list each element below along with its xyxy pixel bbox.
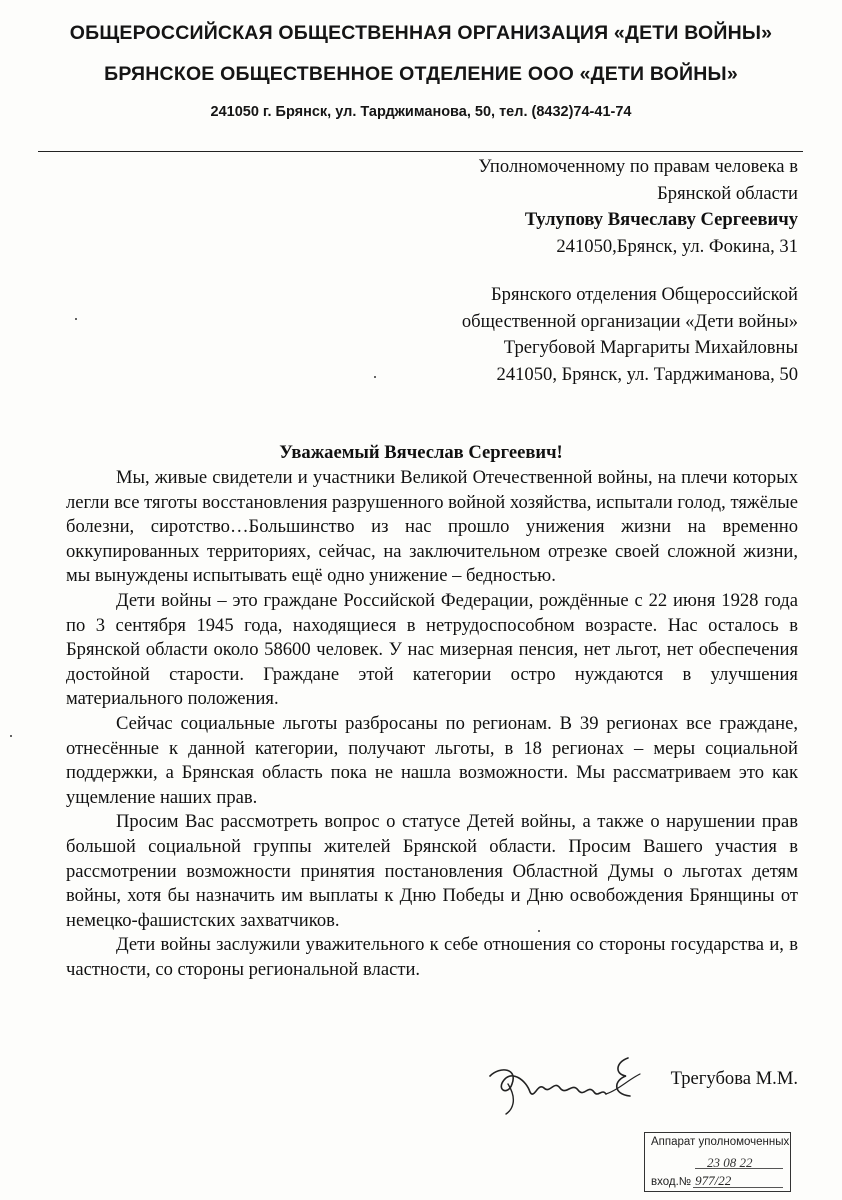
org-name-line1: ОБЩЕРОССИЙСКАЯ ОБЩЕСТВЕННАЯ ОРГАНИЗАЦИЯ «ДЕТИ ВОЙНЫ» bbox=[69, 22, 773, 44]
scan-speck bbox=[75, 318, 77, 320]
sender-name: Трегубовой Маргариты Михайловны bbox=[503, 337, 798, 358]
paragraph: Просим Вас рассмотреть вопрос о статусе Детей войны, а также о нарушении прав большой социальной группы жителей Брянской области. Просим Вашего участия в рассмотрении возможности принятия постановления Областной Думы о льготах детям войны, хотя бы назначить им выплаты к Дню Победы и Дню освобождения Брянщины от немецко-фашистских захватчиков. bbox=[66, 811, 798, 931]
scan-speck bbox=[10, 735, 12, 737]
stamp-title: Аппарат уполномоченных bbox=[651, 1136, 790, 1148]
paragraph: Мы, живые свидетели и участники Великой Отечественной войны, на плечи которых легли все тяготы восстановления разрушенного войной хозяйства, испытали голод, тяжёлые болезни, сиротство…Большинство из нас прошло унижения жизни на временно оккупированных территориях, сейчас, на заключительном отрезке своей сложной жизни, мы вынуждены испытывать ещё одно унижение – бедностью. bbox=[66, 467, 798, 587]
paragraph: Дети войны – это граждане Российской Федерации, рождённые с 22 июня 1928 года по 3 сентября 1945 года, находящиеся в нетрудоспособном возрасте. Нас осталось в Брянской области около 58600 человек. У нас мизерная пенсия, нет льгот, нет обеспечения достойной старости. Граждане этой категории остро нуждаются в улучшения материального положения. bbox=[66, 589, 798, 710]
sender-line1: Брянского отделения Общероссийской bbox=[490, 284, 798, 305]
signatory-name: Трегубова М.М. bbox=[670, 1068, 798, 1089]
recipient-line1: Уполномоченному по правам человека в bbox=[478, 156, 798, 177]
letter-body bbox=[66, 466, 798, 982]
stamp-date: 23 08 22 bbox=[707, 1155, 753, 1170]
recipient-address: 241050,Брянск, ул. Фокина, 31 bbox=[556, 235, 798, 257]
paragraph: Сейчас социальные льготы разбросаны по регионам. В 39 регионах все граждане, отнесённые к данной категории, получают льготы, в 18 регионах – меры социальной поддержки, а Брянская область пока не нашла возможности. Мы рассматриваем это как ущемление наших прав. bbox=[66, 712, 798, 808]
paragraph: Дети войны заслужили уважительного к себе отношения со стороны государства и, в частности, со стороны региональной власти. bbox=[66, 934, 798, 980]
stamp-date-line bbox=[695, 1168, 783, 1169]
sender-block bbox=[462, 282, 798, 388]
scan-speck bbox=[538, 930, 540, 932]
org-address: 241050 г. Брянск, ул. Тарджиманова, 50, тел. (8432)74-41-74 bbox=[210, 104, 632, 120]
header-divider bbox=[38, 151, 803, 152]
scan-speck bbox=[374, 376, 376, 378]
handwritten-signature bbox=[478, 1040, 658, 1118]
stamp-entry-label: вход.№ bbox=[651, 1176, 692, 1188]
stamp-entry-line bbox=[693, 1187, 783, 1188]
stamp-entry-number: 977/22 bbox=[695, 1173, 732, 1188]
registration-stamp bbox=[644, 1132, 791, 1192]
sender-address: 241050, Брянск, ул. Тарджиманова, 50 bbox=[496, 363, 798, 385]
salutation: Уважаемый Вячеслав Сергеевич! bbox=[279, 442, 563, 463]
recipient-line2: Брянской области bbox=[657, 182, 798, 204]
recipient-name: Тулупову Вячеславу Сергеевичу bbox=[524, 209, 798, 230]
sender-line2: общественной организации «Дети войны» bbox=[461, 310, 798, 332]
org-name-line2: БРЯНСКОЕ ОБЩЕСТВЕННОЕ ОТДЕЛЕНИЕ ООО «ДЕТИ ВОЙНЫ» bbox=[104, 63, 738, 85]
recipient-block bbox=[478, 154, 798, 260]
